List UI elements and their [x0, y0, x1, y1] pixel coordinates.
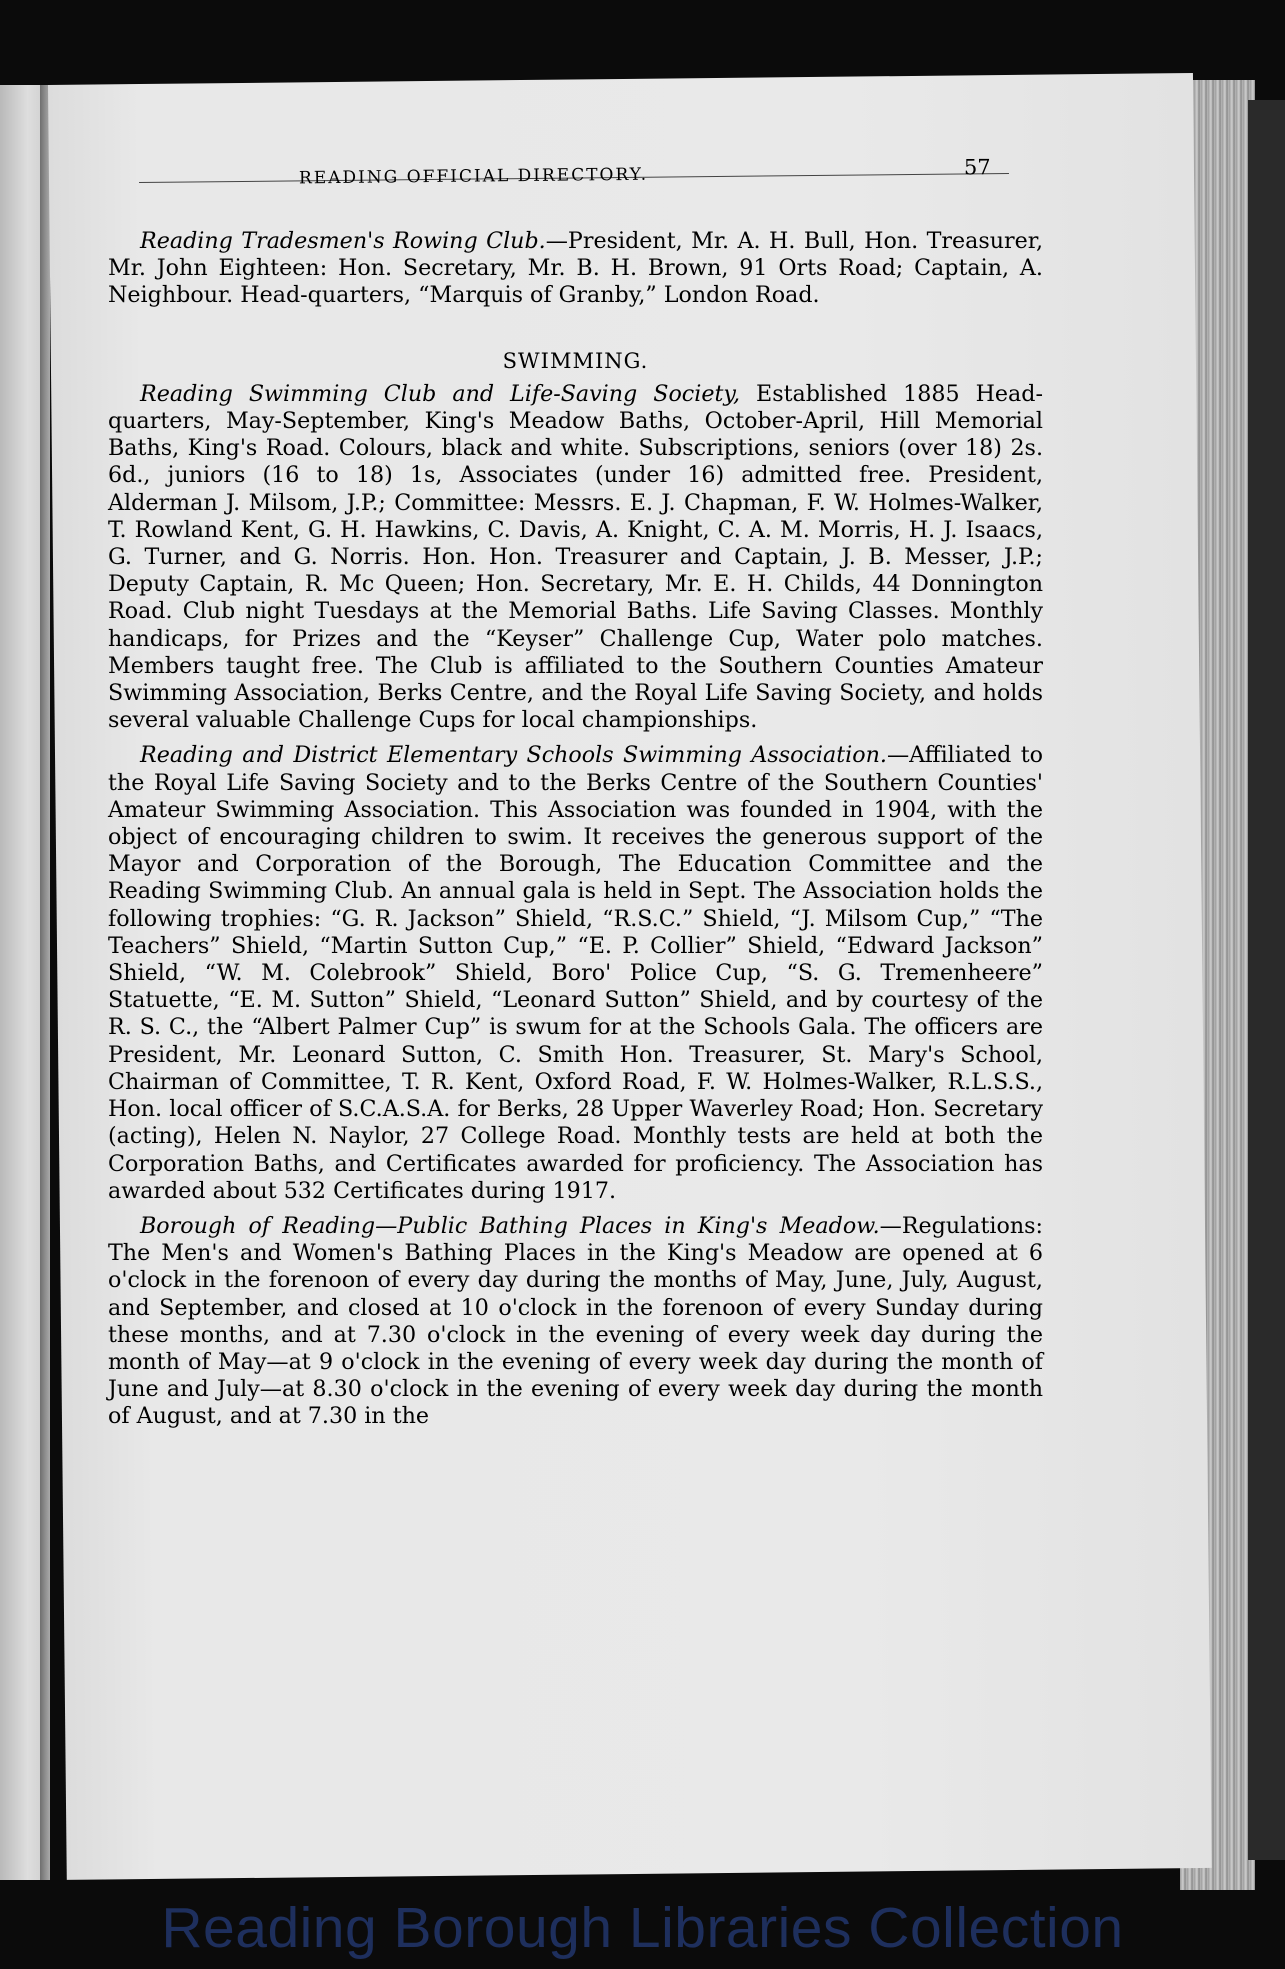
page-text — [108, 228, 1043, 1439]
running-title: READING OFFICIAL DIRECTORY. — [298, 164, 649, 189]
book-gutter — [40, 85, 50, 1880]
rowing-club-body: —President, Mr. A. H. Bull, Hon. Treasurer, Mr. John Eighteen: Hon. Secretary, Mr. B. H. Brown, 91 Orts Road; Captain, A. Neighbour. Head-quarters, “Marquis of Granby,” London Road. — [108, 228, 1043, 309]
schools-association-entry — [108, 742, 1043, 1204]
bathing-places-body: —Regulations: The Men's and Women's Bathing Places in the King's Meadow are opened at 6 o'clock in the forenoon of every day during the months of May, June, July, August, and September, and closed at 10 o'clock in the forenoon of every Sunday during these months, and at 7.30 o'clock in the evening of every week day during the month of May—at 9 o'clock in the evening of every week day during the month of June and July—at 8.30 o'clock in the evening of every week day during the month of August, and at 7.30 in the — [108, 1212, 1043, 1430]
swimming-club-entry — [108, 381, 1043, 735]
schools-association-body: —Affiliated to the Royal Life Saving Society and to the Berks Centre of the Southern Counties' Amateur Swimming Association. This Association was founded in 1904, with the object of encouraging children to swim. It receives the generous support of the Mayor and Corporation of the Borough, The Education Committee and the Reading Swimming Club. An annual gala is held in Sept. The Association holds the following trophies: “G. R. Jackson” Shield, “R.S.C.” Shield, “J. Milsom Cup,” “The Teachers” Shield, “Martin Sutton Cup,” “E. P. Collier” Shield, “Edward Jackson” Shield, “W. M. Colebrook” Shield, Boro' Police Cup, “S. G. Tremenheere” Statuette, “E. M. Sutton” Shield, “Leonard Sutton” Shield, and by courtesy of the R. S. C., the “Albert Palmer Cup” is swum for at the Schools Gala. The officers are President, Mr. Leonard Sutton, C. Smith Hon. Treasurer, St. Mary's School, Chairman of Committee, T. R. Kent, Oxford Road, F. W. Holmes-Walker, R.L.S.S., Hon. local officer of S.C.A.S.A. for Berks, 28 Upper Waverley Road; Hon. Secretary (acting), Helen N. Naylor, 27 College Road. Monthly tests are held at both the Corporation Baths, and Certificates awarded for proficiency. The Association has awarded about 532 Certificates during 1917. — [108, 742, 1043, 1204]
swimming-heading: SWIMMING. — [502, 348, 649, 373]
bathing-places-entry — [108, 1213, 1043, 1431]
collection-watermark: Reading Borough Libraries Collection — [161, 1896, 1124, 1960]
schools-association-name: Reading and District Elementary Schools Swimming Association. — [140, 742, 887, 769]
bathing-places-name: Borough of Reading—Public Bathing Places in King's Meadow. — [140, 1212, 880, 1239]
rowing-club-entry — [108, 228, 1043, 310]
rowing-club-name: Reading Tradesmen's Rowing Club. — [140, 228, 546, 254]
page-number: 57 — [963, 155, 991, 180]
swimming-club-name: Reading Swimming Club and Life-Saving Society, — [140, 380, 741, 407]
swimming-club-body: Established 1885 Head-quarters, May-September, King's Meadow Baths, October-April, Hill Memorial Baths, King's Road. Colours, black and white. Subscriptions, seniors (over 18) 2s. 6d., juniors (16 to 18) 1s, Associates (under 16) admitted free. President, Alderman J. Milsom, J.P.; Committee: Messrs. E. J. Chapman, F. W. Holmes-Walker, T. Rowland Kent, G. H. Hawkins, C. Davis, A. Knight, C. A. M. Morris, H. J. Isaacs, G. Turner, and G. Norris. Hon. Hon. Treasurer and Captain, J. B. Messer, J.P.; Deputy Captain, R. Mc Queen; Hon. Secretary, Mr. E. H. Childs, 44 Donnington Road. Club night Tuesdays at the Memorial Baths. Life Saving Classes. Monthly handicaps, for Prizes and the “Keyser” Challenge Cup, Water polo matches. Members taught free. The Club is affiliated to the Southern Counties Amateur Swimming Association, Berks Centre, and the Royal Life Saving Society, and holds several valuable Challenge Cups for local championships. — [108, 380, 1043, 734]
book-cover-edge — [1248, 100, 1285, 1860]
